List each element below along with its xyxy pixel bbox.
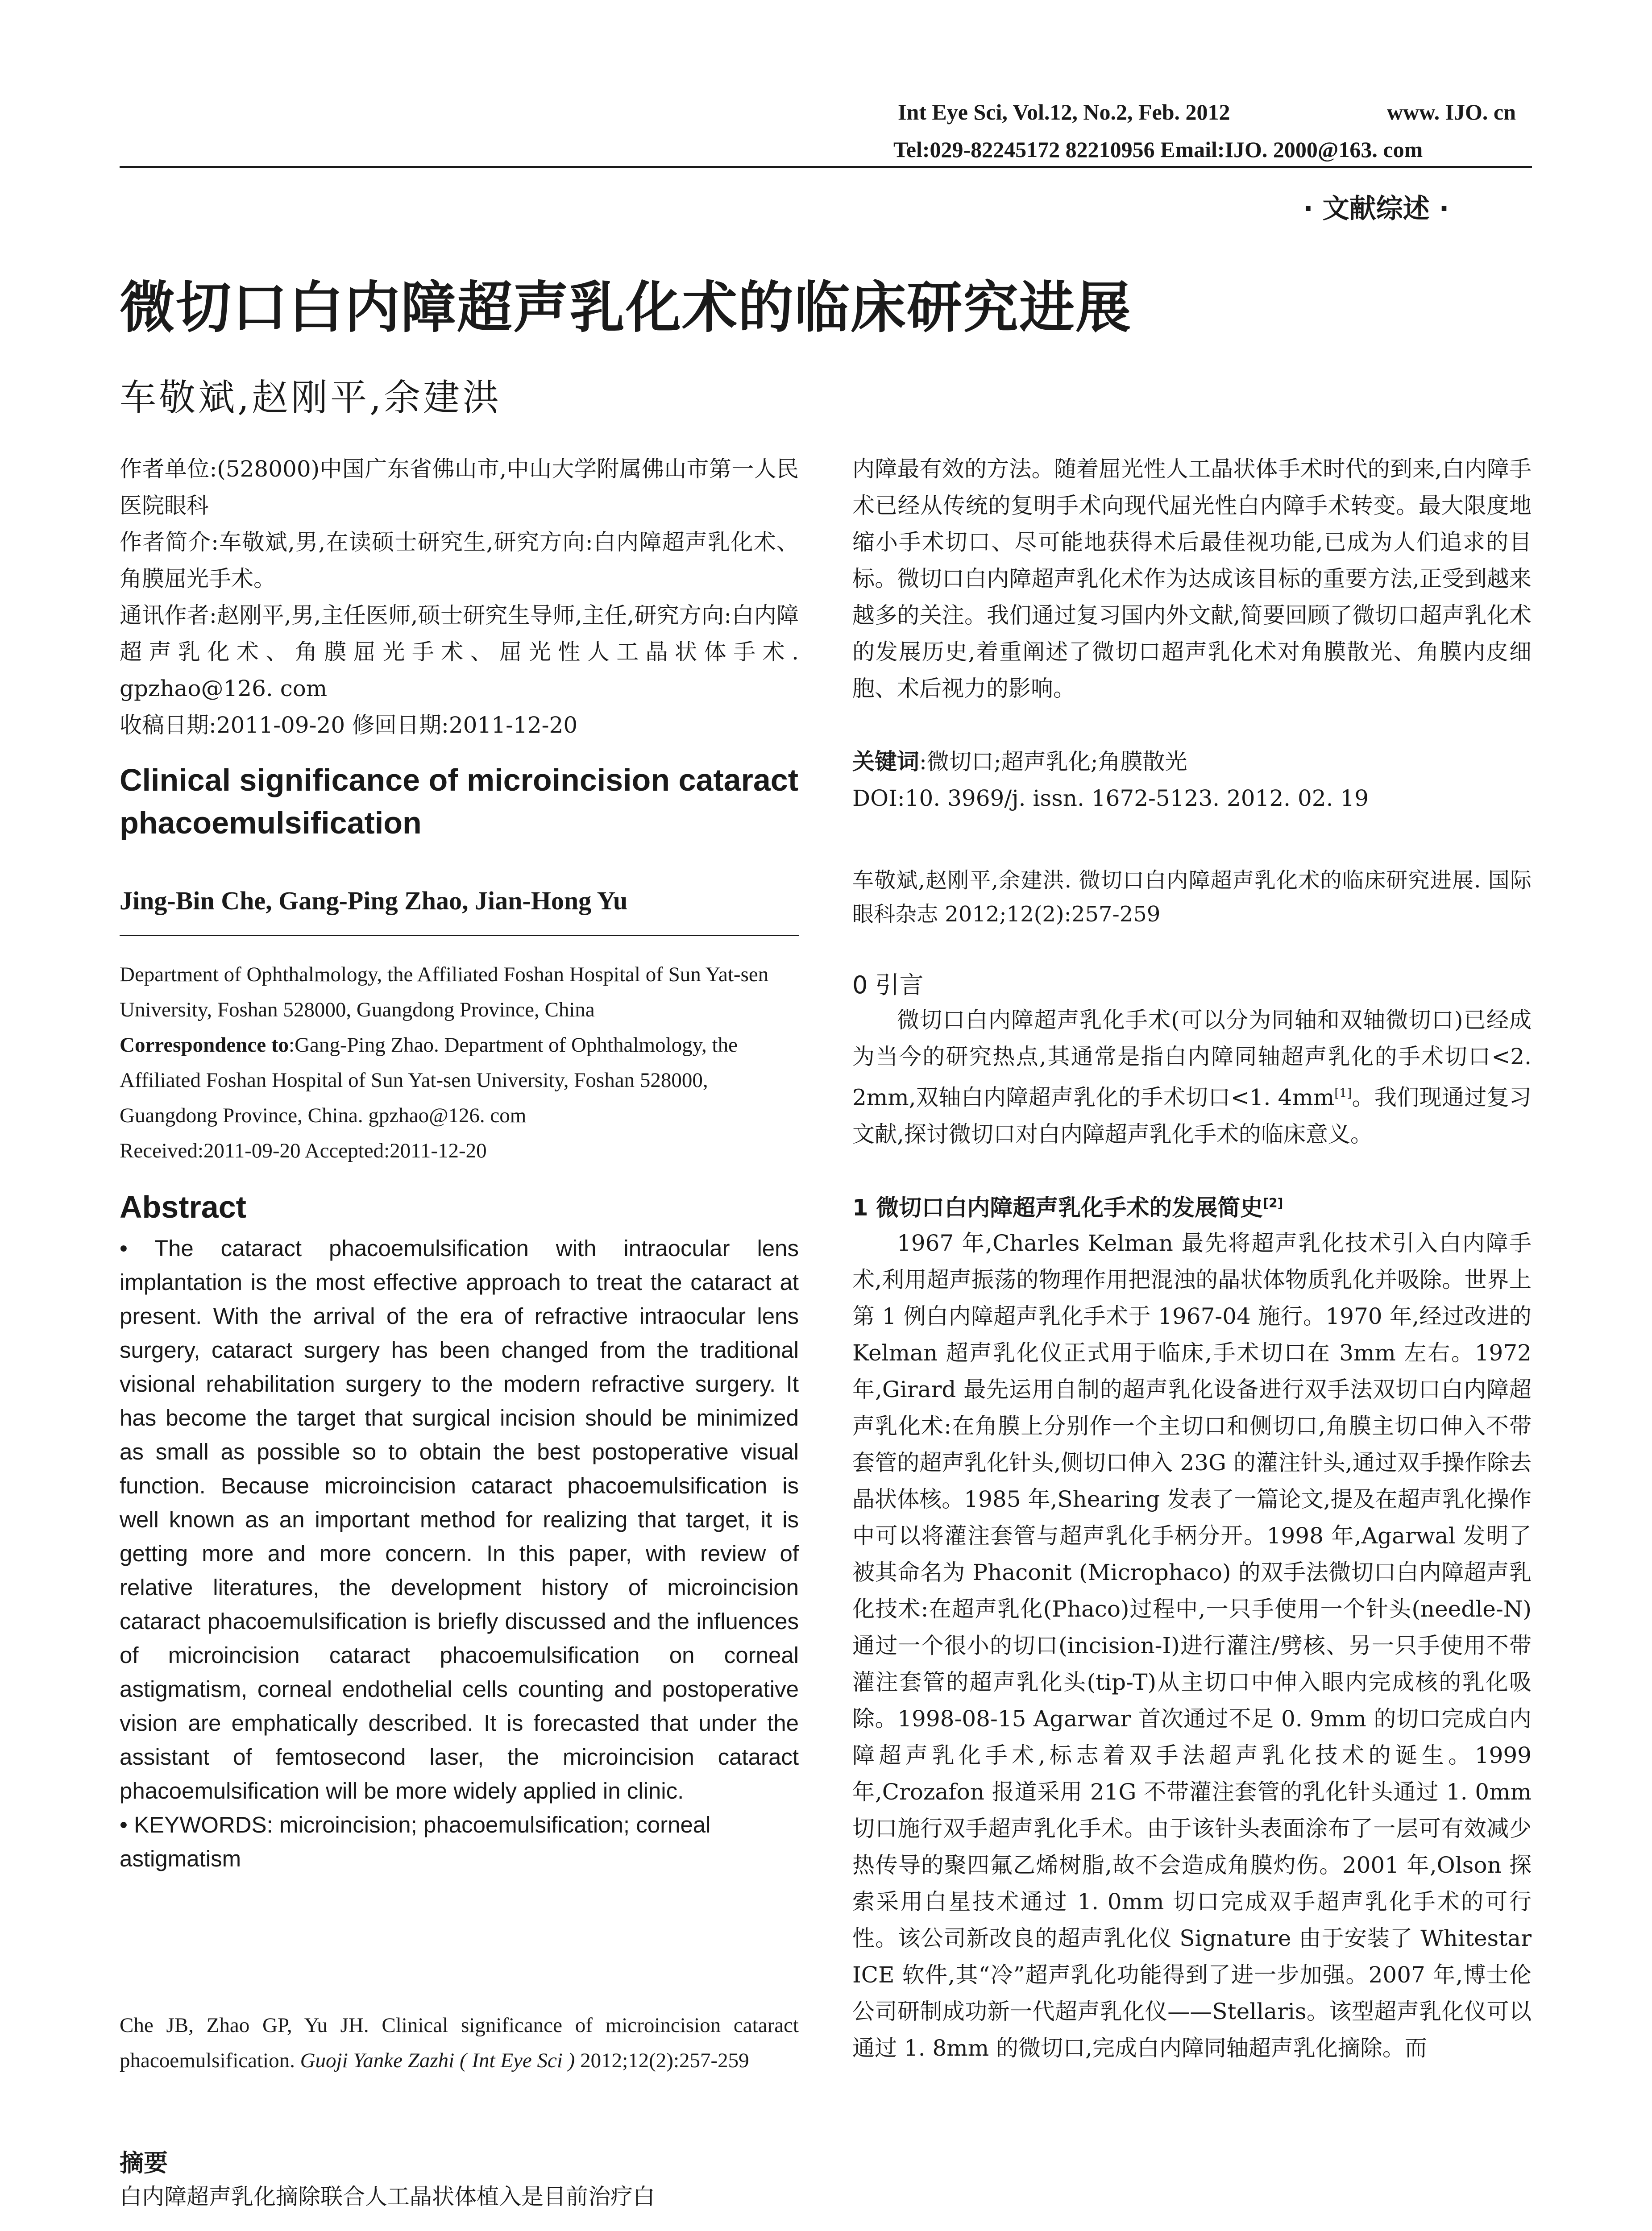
header-rule: [120, 166, 1532, 168]
doi: DOI:10. 3969/j. issn. 1672-5123. 2012. 02. 19: [852, 785, 1369, 811]
citation-en-journal: Guoji Yanke Zazhi ( Int Eye Sci ): [300, 2049, 575, 2072]
abstract-cn-heading: 摘要: [120, 2149, 168, 2177]
authors-rule: [120, 935, 799, 936]
abstract-text: • The cataract phacoemulsification with intraocular lens implantation is the most effective approach to treat the cataract at present. With the arrival of the era of refractive intraocular lens surgery, cataract surgery has been changed from the traditional visional rehabilitation surgery to the modern refractive surgery. It has become the target that surgical incision should be minimized as small as possible so to obtain the best postoperative visual function. Because microincision cataract phacoemulsification is well known as an important method for realizing that target, it is getting more and more concern. In this paper, with review of relative literatures, the development history of microincision cataract phacoemulsification is briefly discussed and the influences of microincision cataract phacoemulsification on corneal astigmatism, corneal endothelial cells counting and postoperative vision are emphatically described. It is forecasted that under the assistant of femtosecond laser, the microincision cataract phacoemulsification will be more widely applied in clinic.: [120, 1236, 799, 1804]
journal-contact: Tel:029-82245172 82210956 Email:IJO. 2000@163. com: [893, 137, 1423, 162]
english-title: Clinical significance of microincision cataract phacoemulsification: [120, 763, 799, 840]
corresponding-author: 通讯作者:赵刚平,男,主任医师,硕士研究生导师,主任,研究方向:白内障超声乳化术、角膜屈光手术、屈光性人工晶状体手术. gpzhao@126. com: [120, 602, 799, 701]
department: Department of Ophthalmology, the Affiliated Foshan Hospital of Sun Yat-sen University, Foshan 528000, Guangdong Province, China: [120, 963, 769, 1021]
abstract-cn-continued: 内障最有效的方法。随着屈光性人工晶状体手术时代的到来,白内障手术已经从传统的复明手术向现代屈光性白内障手术转变。最大限度地缩小手术切口、尽可能地获得术后最佳视功能,已成为人们追求的目标。微切口白内障超声乳化术作为达成该目标的重要方法,正受到越来越多的关注。我们通过复习国内外文献,简要回顾了微切口超声乳化术的发展历史,着重阐述了微切口超声乳化术对角膜散光、角膜内皮细胞、术后视力的影响。: [852, 456, 1532, 701]
page-title: 微切口白内障超声乳化术的临床研究进展: [120, 276, 1132, 340]
department-block: [120, 957, 799, 1169]
keywords-cn: [852, 743, 1532, 780]
citation-en-text: Che JB, Zhao GP, Yu JH. Clinical significance of microincision cataract phacoemulsification.: [120, 2014, 799, 2072]
section-tag: · 文献综述 ·: [1303, 193, 1449, 224]
section-1-text: 1967 年,Charles Kelman 最先将超声乳化技术引入白内障手术,利用超声振荡的物理作用把混浊的晶状体物质乳化并吸除。世界上第 1 例白内障超声乳化手术于 1967-04 施行。1970 年,经过改进的 Kelman 超声乳化仪正式用于临床,手术切口在 3mm 左右。1972 年,Girard 最先运用自制的超声乳化设备进行双手法双切口白内障超声乳化术:在角膜上分别作一个主切口和侧切口,角膜主切口伸入不带套管的超声乳化针头,侧切口伸入 23G 的灌注针头,通过双手操作除去晶状体核。1985 年,Shearing 发表了一篇论文,提及在超声乳化操作中可以将灌注套管与超声乳化手柄分开。1998 年,Agarwal 发明了被其命名为 Phaconit (Microphaco) 的双手法微切口白内障超声乳化技术:在超声乳化(Phaco)过程中,一只手使用一个针头(needle-N)通过一个很小的切口(incision-I)进行灌注/劈核、另一只手使用不带灌注套管的超声乳化头(tip-T)从主切口中伸入眼内完成核的乳化吸除。1998-08-15 Agarwar 首次通过不足 0. 9mm 的切口完成白内障超声乳化手术,标志着双手法超声乳化技术的诞生。1999 年,Crozafon 报道采用 21G 不带灌注套管的乳化针头通过 1. 0mm 切口施行双手超声乳化手术。由于该针头表面涂布了一层可有效减少热传导的聚四氟乙烯树脂,故不会造成角膜灼伤。2001 年,Olson 探索采用白星技术通过 1. 0mm 切口完成双手超声乳化手术的可行性。该公司新改良的超声乳化仪 Signature 由于安装了 Whitestar ICE 软件,其“冷”超声乳化功能得到了进一步加强。2007 年,博士伦公司研制成功新一代超声乳化仪——Stellaris。该型超声乳化仪可以通过 1. 8mm 的微切口,完成白内障同轴超声乳化摘除。而: [852, 1230, 1532, 2061]
section-0-text-end: 。我们现通过复习文献,探讨微切口对白内障超声乳化手术的临床意义。: [852, 1084, 1532, 1147]
keywords-cn-label: 关键词: [852, 748, 919, 775]
section-0-body: [852, 1002, 1532, 1153]
section-0-ref: [1]: [1334, 1086, 1352, 1100]
correspondence-text: :Gang-Ping Zhao. Department of Ophthalmology, the Affiliated Foshan Hospital of Sun Yat-sen University, Foshan 528000, Guangdong Province, China. gpzhao@126. com: [120, 1033, 738, 1127]
citation-cn: 车敬斌,赵刚平,余建洪. 微切口白内障超声乳化术的临床研究进展. 国际眼科杂志 2012;12(2):257-259: [852, 868, 1532, 927]
section-0-text: 微切口白内障超声乳化手术(可以分为同轴和双轴微切口)已经成为当今的研究热点,其通常是指白内障同轴超声乳化的手术切口<2. 2mm,双轴白内障超声乳化的手术切口<1. 4mm: [852, 1007, 1532, 1111]
authors-cn: 车敬斌,赵刚平,余建洪: [120, 377, 502, 419]
keywords-en: • KEYWORDS: microincision; phacoemulsification; corneal astigmatism: [120, 1812, 711, 1871]
abstract-cn-start: 白内障超声乳化摘除联合人工晶状体植入是目前治疗白: [120, 2184, 655, 2210]
english-authors: Jing-Bin Che, Gang-Ping Zhao, Jian-Hong Yu: [120, 886, 628, 915]
correspondence: [120, 1028, 799, 1133]
received-accepted: Received:2011-09-20 Accepted:2011-12-20: [120, 1139, 487, 1162]
affiliation: 作者单位:(528000)中国广东省佛山市,中山大学附属佛山市第一人民医院眼科: [120, 456, 799, 518]
received-dates-cn: 收稿日期:2011-09-20 修回日期:2011-12-20: [120, 712, 578, 738]
section-1-heading: [852, 1189, 1283, 1222]
abstract-heading: Abstract: [120, 1190, 246, 1224]
author-intro: 作者简介:车敬斌,男,在读硕士研究生,研究方向:白内障超声乳化术、角膜屈光手术。: [120, 529, 799, 592]
journal-website: www. IJO. cn: [1387, 100, 1516, 124]
journal-line: Int Eye Sci, Vol.12, No.2, Feb. 2012: [898, 100, 1230, 124]
section-1-body: [852, 1225, 1532, 2066]
section-1-ref: [2]: [1263, 1196, 1283, 1211]
citation-en: [120, 2008, 799, 2078]
section-0-heading: 0 引言: [852, 971, 924, 999]
section-1-title: 1 微切口白内障超声乳化手术的发展简史: [852, 1195, 1263, 1221]
affiliation-block: [120, 451, 799, 743]
abstract-body: [120, 1232, 799, 1876]
citation-en-volume: 2012;12(2):257-259: [575, 2049, 749, 2072]
correspondence-label: Correspondence to: [120, 1033, 289, 1057]
keywords-cn-text: :微切口;超声乳化;角膜散光: [919, 749, 1187, 775]
